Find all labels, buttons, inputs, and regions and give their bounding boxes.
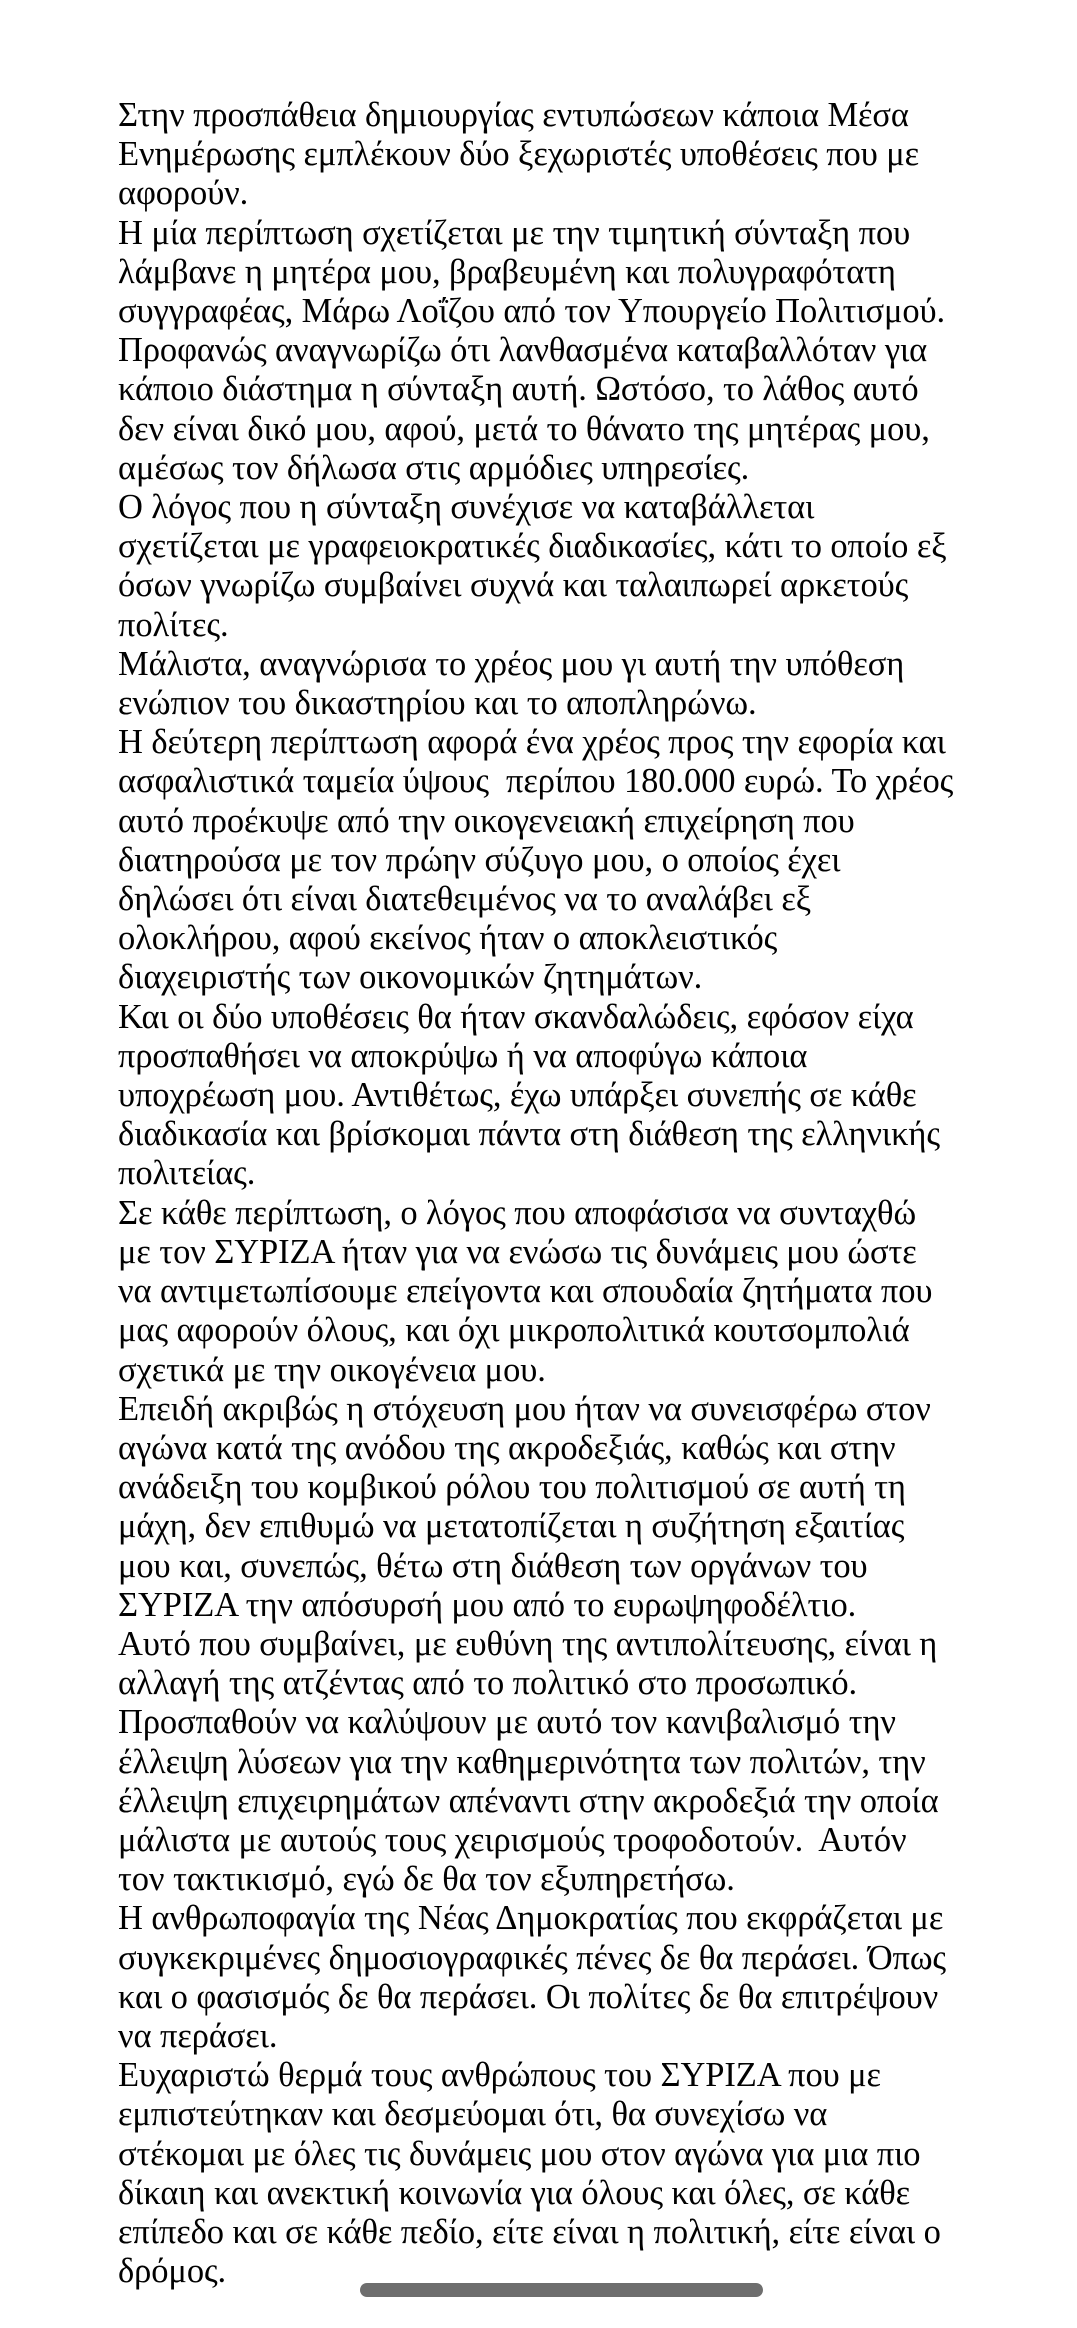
statement-paragraph: Και οι δύο υποθέσεις θα ήταν σκανδαλώδεις, εφόσον είχα προσπαθήσει να αποκρύψω ή να αποφύγω κάποια υποχρέωση μου. Αντιθέτως, έχω υπάρξει συνεπής σε κάθε διαδικασία και βρίσκομαι πάντα στη διάθεση της ελληνικής πολιτείας. (118, 997, 949, 1193)
statement-paragraph: Προσπαθούν να καλύψουν με αυτό τον κανιβαλισμό την έλλειψη λύσεων για την καθημερινότητα των πολιτών, την έλλειψη επιχειρημάτων απέναντι στην ακροδεξιά την οποία μάλιστα με αυτούς τους χειρισμούς τροφοδοτούν. Αυτόν τον τακτικισμό, εγώ δε θα τον εξυπηρετήσω. (118, 1703, 948, 1899)
statement-paragraph: Αυτό που συμβαίνει, με ευθύνη της αντιπολίτευσης, είναι η αλλαγή της ατζέντας από το πολιτικό στο προσωπικό. (118, 1624, 946, 1703)
statement-paragraph: Στην προσπάθεια δημιουργίας εντυπώσεων κάποια Μέσα Ενημέρωσης εμπλέκουν δύο ξεχωριστές υποθέσεις που με αφορούν. (118, 96, 928, 213)
statement-paragraph: Σε κάθε περίπτωση, ο λόγος που αποφάσισα να συνταχθώ με τον ΣΥΡΙΖΑ ήταν για να ενώσω τις δυνάμεις μου ώστε να αντιμετωπίσουμε επείγοντα και σπουδαία ζητήματα που μας αφορούν όλους, και όχι μικροπολιτικά κουτσομπολιά σχετικά με την οικογένεια μου. (118, 1193, 941, 1389)
statement-paragraph: Επειδή ακριβώς η στόχευση μου ήταν να συνεισφέρω στον αγώνα κατά της ανόδου της ακροδεξιάς, καθώς και στην ανάδειξη του κομβικού ρόλου του πολιτισμού σε αυτή τη μάχη, δεν επιθυμώ να μετατοπίζεται η συζήτηση εξαιτίας μου και, συνεπώς, θέτω στη διάθεση των οργάνων του ΣΥΡΙΖΑ την απόσυρσή μου από το ευρωψηφοδέλτιο. (118, 1389, 940, 1624)
statement-text-block (118, 96, 962, 2291)
statement-paragraph: Ευχαριστώ θερμά τους ανθρώπους του ΣΥΡΙΖΑ που με εμπιστεύτηκαν και δεσμεύομαι ότι, θα συνεχίσω να στέκομαι με όλες τις δυνάμεις μου στον αγώνα για μια πιο δίκαιη και ανεκτική κοινωνία για όλους και όλες, σε κάθε επίπεδο και σε κάθε πεδίο, είτε είναι η πολιτική, είτε είναι ο δρόμος. (118, 2056, 950, 2291)
statement-paragraph: Η ανθρωποφαγία της Νέας Δημοκρατίας που εκφράζεται με συγκεκριμένες δημοσιογραφικές πένες δε θα περάσει. Όπως και ο φασισμός δε θα περάσει. Οι πολίτες δε θα επιτρέψουν να περάσει. (118, 1899, 955, 2055)
home-indicator-zone (0, 2258, 1077, 2328)
statement-paragraph: Μάλιστα, αναγνώρισα το χρέος μου γι αυτή την υπόθεση ενώπιον του δικαστηρίου και το αποπληρώνω. (118, 644, 913, 723)
statement-paragraph: Η μία περίπτωση σχετίζεται με την τιμητική σύνταξη που λάμβανε η μητέρα μου, βραβευμένη και πολυγραφότατη συγγραφέας, Μάρω Λοΐζου από τον Υπουργείο Πολιτισμού. Προφανώς αναγνωρίζω ότι λανθασμένα καταβαλλόταν για κάποιο διάστημα η σύνταξη αυτή. Ωστόσο, το λάθος αυτό δεν είναι δικό μου, αφού, μετά το θάνατο της μητέρας μου, αμέσως τον δήλωσα στις αρμόδιες υπηρεσίες. (118, 213, 954, 487)
home-indicator[interactable] (360, 2283, 763, 2297)
statement-paragraph: Ο λόγος που η σύνταξη συνέχισε να καταβάλλεται σχετίζεται με γραφειοκρατικές διαδικασίες, κάτι το οποίο εξ όσων γνωρίζω συμβαίνει συχνά και ταλαιπωρεί αρκετούς πολίτες. (118, 488, 956, 644)
statement-paragraph: Η δεύτερη περίπτωση αφορά ένα χρέος προς την εφορία και ασφαλιστικά ταμεία ύψους περίπου 180.000 ευρώ. Το χρέος αυτό προέκυψε από την οικογενειακή επιχείρηση που διατηρούσα με τον πρώην σύζυγο μου, ο οποίος έχει δηλώσει ότι είναι διατεθειμένος να το αναλάβει εξ ολοκλήρου, αφού εκείνος ήταν ο αποκλειστικός διαχειριστής των οικονομικών ζητημάτων. (118, 723, 962, 997)
